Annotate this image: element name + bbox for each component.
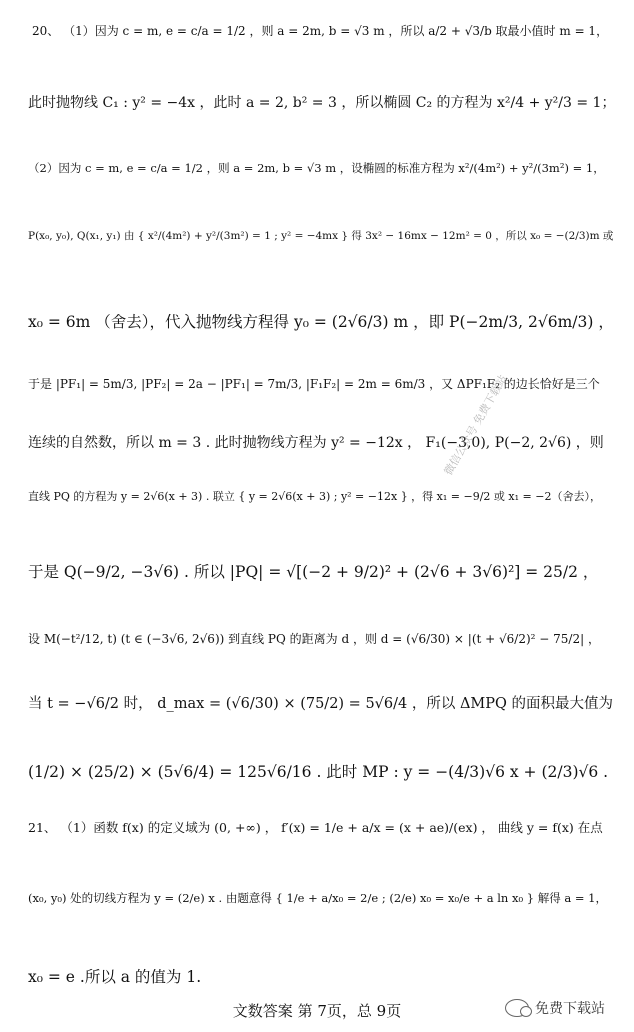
- brand-logo: [505, 998, 605, 1018]
- line-15: x₀ = e .所以 a 的值为 1.: [28, 968, 202, 986]
- line-7: 连续的自然数，所以 m = 3 . 此时抛物线方程为 y² = −12x ， F₁(−3,0), P(−2, 2√6) ，则: [28, 435, 604, 451]
- line-13: 21、 （1）函数 f(x) 的定义域为 (0, +∞) ， f′(x) = 1/e + a/x = (x + ae)/(ex) ， 曲线 y = f(x) 在点: [28, 820, 603, 835]
- line-2: 此时抛物线 C₁ : y² = −4x ，此时 a = 2, b² = 3 ，所以椭圆 C₂ 的方程为 x²/4 + y²/3 = 1；: [28, 95, 616, 111]
- chat-bubble-icon: [505, 999, 529, 1017]
- line-10: 设 M(−t²/12, t) (t ∈ (−3√6, 2√6)) 到直线 PQ 的距离为 d ，则 d = (√6/30) × |(t + √6/2)² − 75/2| ，: [28, 632, 600, 646]
- line-8: 直线 PQ 的方程为 y = 2√6(x + 3) . 联立 { y = 2√6(x + 3) ; y² = −12x } ，得 x₁ = −9/2 或 x₁ = −2（舍去），: [28, 490, 601, 503]
- line-5: x₀ = 6m （舍去），代入抛物线方程得 y₀ = (2√6/3) m ，即 P(−2m/3, 2√6m/3) ，: [28, 313, 614, 331]
- line-4: P(x₀, y₀), Q(x₁, y₁) 由 { x²/(4m²) + y²/(3m²) = 1 ; y² = −4mx } 得 3x² − 16mx − 12m² = 0 ，所以 x₀ = −(2/3)m 或: [28, 230, 614, 242]
- line-6: 于是 |PF₁| = 5m/3, |PF₂| = 2a − |PF₁| = 7m/3, |F₁F₂| = 2m = 6m/3 ，又 ΔPF₁F₂ 的边长恰好是三个: [28, 377, 600, 391]
- line-1: 20、 （1）因为 c = m, e = c/a = 1/2 ，则 a = 2m, b = √3 m ，所以 a/2 + √3/b 取最小值时 m = 1，: [32, 24, 609, 38]
- line-12: (1/2) × (25/2) × (5√6/4) = 125√6/16 . 此时 MP : y = −(4/3)√6 x + (2/3)√6 .: [28, 763, 609, 781]
- line-11: 当 t = −√6/2 时， d_max = (√6/30) × (75/2) = 5√6/4 ，所以 ΔMPQ 的面积最大值为: [28, 696, 614, 712]
- page-footer: 文数答案 第 7页，总 9页: [232, 1002, 402, 1020]
- watermark: 微信公众号 免费下载站: [441, 372, 510, 478]
- line-14: (x₀, y₀) 处的切线方程为 y = (2/e) x . 由题意得 { 1/e + a/x₀ = 2/e ; (2/e) x₀ = x₀/e + a ln x₀ } 解得 a = 1，: [28, 891, 607, 905]
- line-3: （2）因为 c = m, e = c/a = 1/2 ，则 a = 2m, b = √3 m ，设椭圆的标准方程为 x²/(4m²) + y²/(3m²) = 1，: [28, 161, 605, 175]
- line-9: 于是 Q(−9/2, −3√6) . 所以 |PQ| = √[(−2 + 9/2)² + (2√6 + 3√6)²] = 25/2 ，: [28, 563, 599, 581]
- logo-text: 免费下载站: [535, 1001, 605, 1017]
